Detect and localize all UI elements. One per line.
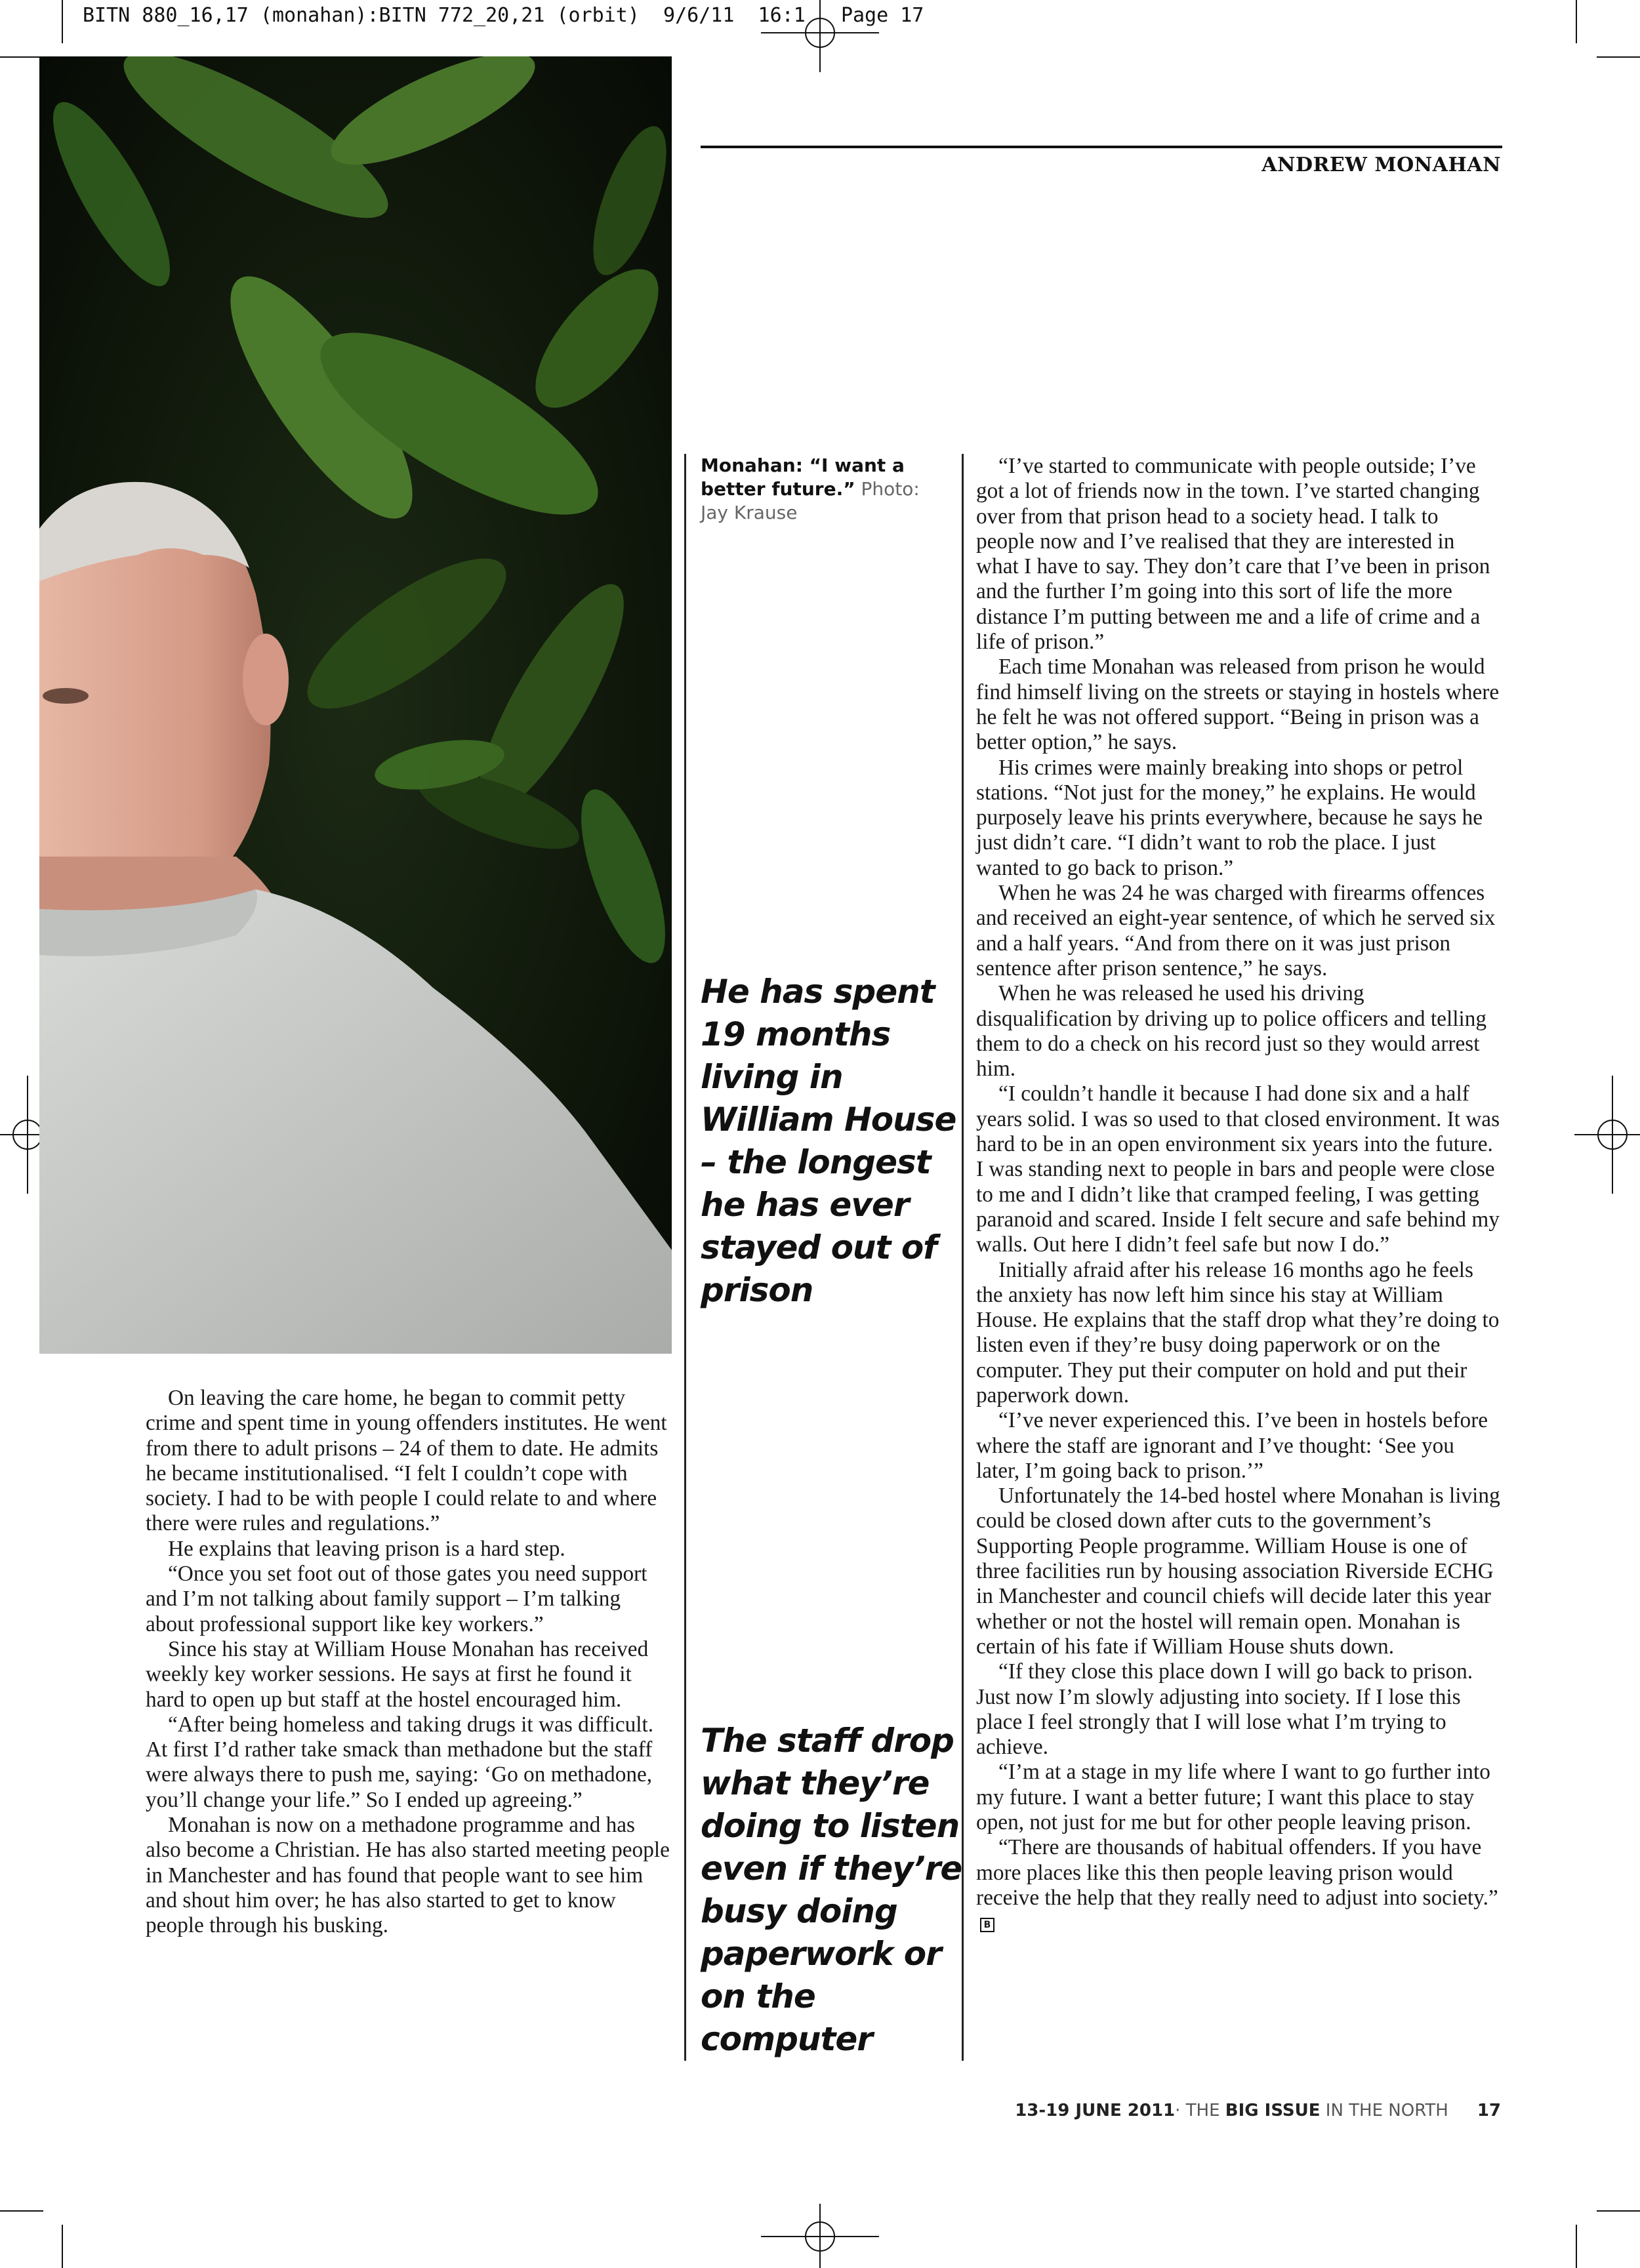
paragraph: When he was 24 he was charged with firearms offences and received an eight-year sentence, of which he served six and a half years. “And from there on it was just prison sentence after prison sentence,” he says. [976,881,1496,981]
column-rule-left [684,454,686,2061]
paragraph: Initially afraid after his release 16 months ago he feels the anxiety has now left him since his stay at William House. He explains that the staff drop what they’re doing to listen even if they’re busy doing paperwork or on the computer. They put their computer on hold and put their paperwork down. [976,1257,1500,1407]
registration-mark-bottom [761,2204,879,2268]
paragraph: Each time Monahan was released from prison he would find himself living on the streets or staying in hostels where he felt he was not offered support. “Being in prison was a better option,” he says. [976,655,1500,755]
paragraph-final [976,1835,1501,1935]
crop-mark-bottom-left-h [0,2210,43,2212]
crop-mark-bottom-left [62,2225,63,2268]
paragraph: When he was released he used his driving disqualification by driving up to police officers and telling them to do a check on his record just so they would arrest him. [976,981,1486,1082]
footer-separator: · THE [1175,2101,1225,2120]
print-slug: BITN 880_16,17 (monahan):BITN 772_20,21 (orbit) 9/6/11 16:1 Page 17 [83,4,924,27]
photo-credit: Photo: Jay Krause [701,478,920,523]
crop-mark-top-left [62,0,63,43]
pullquote-2: The staff drop what they’re doing to listen even if they’re busy doing paperwork or on the computer [701,1722,962,2058]
caption-quote: Monahan: “I want a better future.” [701,455,905,500]
publication-name: BIG ISSUE [1225,2101,1321,2120]
paragraph: “I’m at a stage in my life where I want to go further into my future. I want a better future; I want this place to stay open, not just for me but for other people leaving prison. [976,1760,1490,1835]
portrait-photo [39,56,672,1354]
pullquote-1: He has spent 19 months living in William House – the longest he has ever stayed out of prison [701,973,956,1309]
crop-mark-top-left-h [0,56,43,58]
issue-date: 13-19 JUNE 2011 [1015,2101,1176,2120]
paragraph: Unfortunately the 14-bed hostel where Monahan is living could be closed down after cuts to the government’s Supporting People programme. William House is one of three facilities run by housing association Riverside ECHG in Manchester and council chiefs will decide later this year whether or not the hostel will remain open. Monahan is certain of his fate if William House shuts down. [976,1484,1500,1659]
crop-mark-bottom-right-h [1597,2210,1640,2212]
end-mark-icon: B [980,1918,994,1932]
page-footer [1015,2101,1501,2120]
paragraph: “Once you set foot out of those gates you need support and I’m not talking about family support – I’m talking about professional support like key workers.” [146,1562,647,1636]
body-column-right [976,454,1501,1936]
registration-mark-top [761,0,879,72]
page-number: 17 [1477,2101,1501,2120]
paragraph-final-text: “There are thousands of habitual offenders. If you have more places like this then people leaving prison would receive the help that they really need to adjust into society.” [976,1835,1498,1910]
crop-mark-top-right-h [1597,56,1640,58]
paragraph: On leaving the care home, he began to commit petty crime and spent time in young offenders institutes. He went from there to adult prisons – 24 of them to date. He admits he became institutionalised. “I felt I couldn’t cope with society. I had to be with people I could relate to and where there were rules and regulations.” [146,1386,667,1536]
paragraph: “If they close this place down I will go back to prison. Just now I’m slowly adjusting into society. If I lose this place I feel strongly that I will lose what I’m trying to achieve. [976,1659,1473,1760]
paragraph: Monahan is now on a methadone programme and has also become a Christian. He has also started meeting people in Manchester and has found that people want to see him and shout him over; he has also started to get to know people through his busking. [146,1813,670,1938]
paragraph: “I couldn’t handle it because I had done six and a half years solid. I was so used to that closed environment. It was hard to be in an open environment six years into the future. I was standing next to people in bars and people were close to me and I didn’t like that cramped feeling, I was getting paranoid and scared. Inside I felt secure and safe behind my walls. Out here I didn’t feel safe but now I do.” [976,1082,1500,1257]
header-rule [701,146,1502,148]
photo-caption [701,454,943,525]
crop-mark-bottom-right [1576,2225,1577,2268]
section-byline: ANDREW MONAHAN [1261,153,1501,176]
crop-mark-top-right [1576,0,1577,43]
registration-mark-right [1574,1076,1640,1194]
paragraph: Since his stay at William House Monahan has received weekly key worker sessions. He says at first he found it hard to open up but staff at the hostel encouraged him. [146,1636,649,1712]
paragraph: “I’ve never experienced this. I’ve been in hostels before where the staff are ignorant and I’ve thought: ‘See you later, I’m going back to prison.’” [976,1408,1488,1483]
publication-region: IN THE NORTH [1320,2101,1448,2120]
body-column-left [146,1386,670,1939]
paragraph: He explains that leaving prison is a hard step. [168,1536,565,1561]
paragraph: “I’ve started to communicate with people outside; I’ve got a lot of friends now in the town. I’ve started changing over from that prison head to a society head. I talk to people now and I’ve realised that they are interested in what I have to say. They don’t care that I’ve been in prison and the further I’m going into this sort of life the more distance I’m putting between me and a life of crime and a life of prison.” [976,454,1490,655]
paragraph: His crimes were mainly breaking into shops or petrol stations. “Not just for the money,” he explains. He would purposely leave his prints everywhere, because he says he just didn’t care. “I didn’t want to rob the place. I just wanted to go back to prison.” [976,755,1483,880]
paragraph: “After being homeless and taking drugs it was difficult. At first I’d rather take smack than methadone but the staff were always there to push me, saying: ‘Go on methadone, you’ll change your life.” So I ended up agreeing.” [146,1712,654,1812]
